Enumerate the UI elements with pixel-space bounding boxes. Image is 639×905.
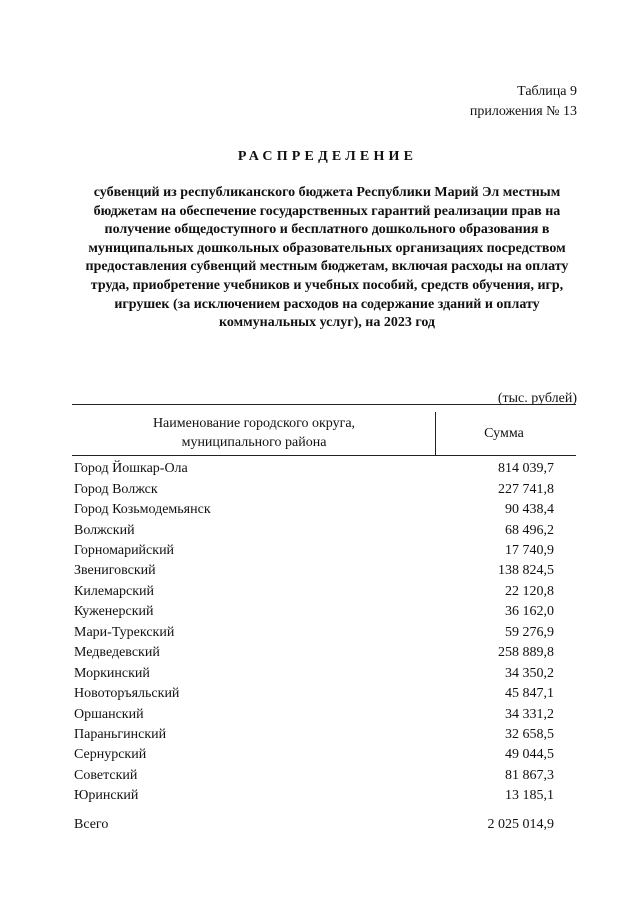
document-subtitle: субвенций из республиканского бюджета Республики Марий Эл местным бюджетам на обеспечение государственных гарантий реализации прав на получение общедоступного и бесплатного дошкольного образования в муниципальных дошкольных образовательных организациях посредством предоставления субвенций местным бюджетам, включая расходы на оплату труда, приобретение учебников и учебных пособий, средств обучения, игр, игрушек (за исключением расходов на содержание зданий и оплату коммунальных услуг), на 2023 год [85, 185, 569, 331]
subvention-amount: 36 162,0 [505, 604, 554, 619]
table-row [74, 684, 554, 704]
subvention-amount: 68 496,2 [505, 523, 554, 538]
subvention-amount: 13 185,1 [505, 788, 554, 803]
municipality-name: Звениговский [74, 563, 156, 578]
table-reference [470, 82, 577, 122]
subvention-amount: 814 039,7 [498, 461, 554, 476]
municipality-name: Мари-Турекский [74, 625, 175, 640]
subvention-amount: 17 740,9 [505, 543, 554, 558]
table-row [74, 643, 554, 663]
table-row [74, 766, 554, 786]
table-row [74, 500, 554, 520]
municipality-name: Советский [74, 768, 138, 783]
subvention-amount: 90 438,4 [505, 502, 554, 517]
table-row [74, 459, 554, 479]
table-row [74, 664, 554, 684]
municipality-name: Город Йошкар-Ола [74, 461, 188, 476]
appendix-number: приложения № 13 [469, 104, 577, 119]
subvention-amount: 227 741,8 [498, 482, 554, 497]
municipality-name: Моркинский [74, 666, 150, 681]
subvention-amount: 81 867,3 [505, 768, 554, 783]
document-title: РАСПРЕДЕЛЕНИЕ [237, 149, 418, 164]
table-row [74, 480, 554, 500]
header-bottom-rule [72, 455, 576, 456]
total-row [74, 815, 554, 835]
table-row [74, 582, 554, 602]
table-top-rule [72, 404, 576, 405]
table-row [74, 602, 554, 622]
subvention-amount: 22 120,8 [505, 584, 554, 599]
header-column-divider [435, 412, 436, 455]
municipality-name: Юринский [74, 788, 139, 803]
table-row [74, 725, 554, 745]
table-number: Таблица 9 [517, 84, 577, 99]
municipality-name: Горномарийский [74, 543, 175, 558]
municipality-name: Параньгинский [74, 727, 167, 742]
table-row [74, 521, 554, 541]
table-row [74, 561, 554, 581]
subvention-amount: 34 350,2 [505, 666, 554, 681]
subvention-amount: 49 044,5 [505, 747, 554, 762]
subvention-amount: 45 847,1 [505, 686, 554, 701]
municipality-name: Город Волжск [74, 482, 158, 497]
table-row [74, 623, 554, 643]
municipality-name: Сернурский [74, 747, 147, 762]
subvention-amount: 59 276,9 [505, 625, 554, 640]
subvention-amount: 32 658,5 [505, 727, 554, 742]
total-label: Всего [74, 817, 109, 832]
table-row [74, 705, 554, 725]
subvention-amount: 138 824,5 [498, 563, 554, 578]
column-header-sum: Сумма [484, 426, 524, 441]
municipality-name: Город Козьмодемьянск [74, 502, 211, 517]
municipality-name: Килемарский [74, 584, 155, 599]
total-amount: 2 025 014,9 [487, 817, 554, 832]
units-label: (тыс. рублей) [497, 391, 577, 406]
municipality-name: Новоторъяльский [74, 686, 180, 701]
subvention-amount: 258 889,8 [498, 645, 554, 660]
municipality-name: Оршанский [74, 707, 144, 722]
table-row [74, 541, 554, 561]
subvention-amount: 34 331,2 [505, 707, 554, 722]
municipality-name: Волжский [74, 523, 135, 538]
column-header-name: Наименование городского округа, муниципального района [152, 416, 356, 450]
table-row [74, 786, 554, 806]
municipality-name: Медведевский [74, 645, 160, 660]
municipality-name: Куженерский [74, 604, 154, 619]
table-row [74, 745, 554, 765]
